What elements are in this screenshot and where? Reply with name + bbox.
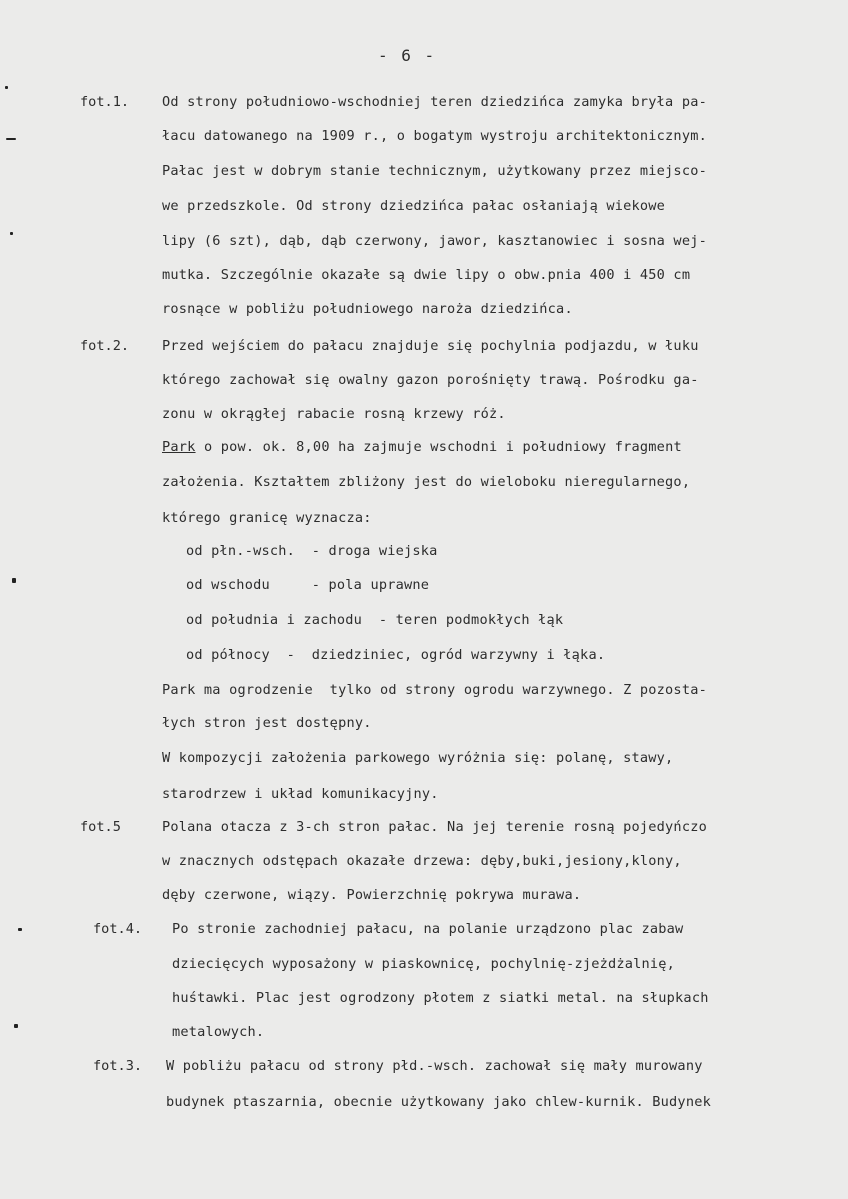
- margin-mark: [14, 1024, 18, 1028]
- text-line: dziecięcych wyposażony w piaskownicę, pochylnię-zjeżdżalnię,: [172, 956, 676, 972]
- text-line: Po stronie zachodniej pałacu, na polanie urządzono plac zabaw: [172, 921, 684, 937]
- text-line: założenia. Kształtem zbliżony jest do wieloboku nieregularnego,: [162, 474, 691, 490]
- boundary-item: od północy - dziedziniec, ogród warzywny i łąka.: [186, 647, 606, 663]
- margin-mark: [18, 928, 22, 931]
- boundary-item: od wschodu - pola uprawne: [186, 577, 430, 593]
- text-line: zonu w okrągłej rabacie rosną krzewy róż.: [162, 406, 506, 422]
- park-heading: Park: [162, 439, 196, 455]
- text-line: Park o pow. ok. 8,00 ha zajmuje wschodni i południowy fragment: [162, 439, 682, 455]
- photo-label-3: fot.3.: [93, 1058, 143, 1074]
- text-line: którego zachował się owalny gazon porośnięty trawą. Pośrodku ga-: [162, 372, 699, 388]
- photo-label-5: fot.5: [80, 819, 121, 835]
- photo-label-1: fot.1.: [80, 94, 130, 110]
- text-line: łacu datowanego na 1909 r., o bogatym wystroju architektonicznym.: [162, 128, 707, 144]
- text-line: Od strony południowo-wschodniej teren dziedzińca zamyka bryła pa-: [162, 94, 707, 110]
- text-line: huśtawki. Plac jest ogrodzony płotem z siatki metal. na słupkach: [172, 990, 709, 1006]
- photo-label-4: fot.4.: [93, 921, 143, 937]
- text-line: budynek ptaszarnia, obecnie użytkowany jako chlew-kurnik. Budynek: [166, 1094, 711, 1110]
- text-line: rosnące w pobliżu południowego naroża dziedzińca.: [162, 301, 573, 317]
- page-number: - 6 -: [378, 46, 437, 65]
- text-line: Park ma ogrodzenie tylko od strony ogrodu warzywnego. Z pozosta-: [162, 682, 707, 698]
- boundary-item: od płn.-wsch. - droga wiejska: [186, 543, 438, 559]
- photo-label-2: fot.2.: [80, 338, 130, 354]
- text-line: Przed wejściem do pałacu znajduje się pochylnia podjazdu, w łuku: [162, 338, 699, 354]
- text-line: lipy (6 szt), dąb, dąb czerwony, jawor, kasztanowiec i sosna wej-: [162, 233, 707, 249]
- text-line: Polana otacza z 3-ch stron pałac. Na jej terenie rosną pojedyńczo: [162, 819, 707, 835]
- text-line: w znacznych odstępach okazałe drzewa: dęby,buki,jesiony,klony,: [162, 853, 682, 869]
- text-line: metalowych.: [172, 1024, 265, 1040]
- text-line: W pobliżu pałacu od strony płd.-wsch. zachował się mały murowany: [166, 1058, 703, 1074]
- text-line: Pałac jest w dobrym stanie technicznym, użytkowany przez miejsco-: [162, 163, 707, 179]
- margin-mark: [10, 232, 13, 235]
- text-line: W kompozycji założenia parkowego wyróżnia się: polanę, stawy,: [162, 750, 674, 766]
- text-line: łych stron jest dostępny.: [162, 715, 372, 731]
- text-line: dęby czerwone, wiązy. Powierzchnię pokrywa murawa.: [162, 887, 582, 903]
- text-line: którego granicę wyznacza:: [162, 510, 372, 526]
- text-line: starodrzew i układ komunikacyjny.: [162, 786, 439, 802]
- margin-mark: [12, 578, 16, 583]
- boundary-item: od południa i zachodu - teren podmokłych łąk: [186, 612, 564, 628]
- margin-mark: [6, 138, 16, 140]
- margin-mark: [5, 86, 8, 89]
- text-line: we przedszkole. Od strony dziedzińca pałac osłaniają wiekowe: [162, 198, 666, 214]
- text-line: mutka. Szczególnie okazałe są dwie lipy o obw.pnia 400 i 450 cm: [162, 267, 691, 283]
